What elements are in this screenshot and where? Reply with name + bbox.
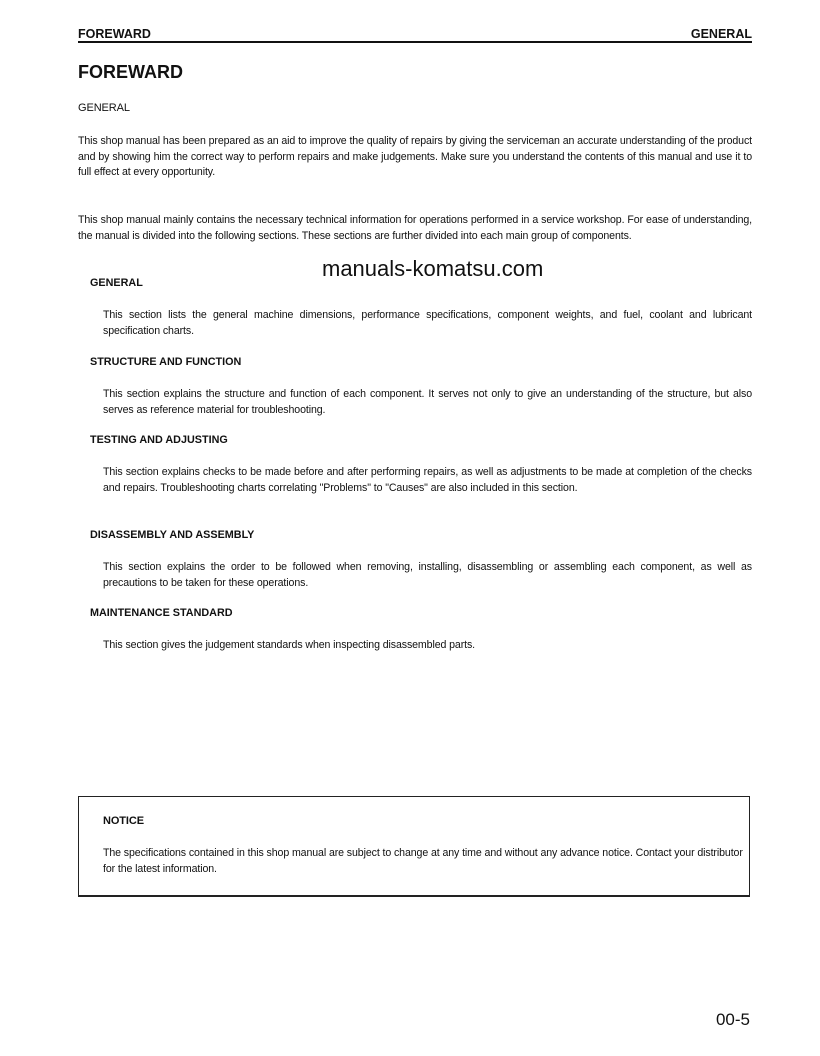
page-number: 00-5: [715, 1010, 750, 1029]
page-title: FOREWARD: [78, 62, 183, 82]
page-subtitle: GENERAL: [78, 102, 130, 114]
intro-paragraph-2: This shop manual mainly contains the necessary technical information for operations performed in a service workshop. For ease of understanding, the manual is divided into the following sections. These sections are further divided into each main group of components.: [78, 214, 752, 242]
section-heading-general: GENERAL: [90, 277, 143, 289]
notice-text: The specifications contained in this shop manual are subject to change at any time and without any advance notice. Contact your distributor for the latest information.: [103, 847, 743, 875]
notice-box: [78, 796, 750, 897]
section-text-maintenance: This section gives the judgement standards when inspecting disassembled parts.: [103, 639, 476, 651]
section-text-disassembly: This section explains the order to be followed when removing, installing, disassembling or assembling each component, as well as precautions to be taken for these operations.: [103, 561, 752, 589]
watermark: manuals-komatsu.com: [322, 256, 544, 281]
intro-paragraph-1: This shop manual has been prepared as an aid to improve the quality of repairs by giving the serviceman an accurate understanding of the product and by showing him the correct way to perform repairs and make judgements. Make sure you understand the contents of this manual and use it to full effect at every opportunity.: [78, 135, 752, 179]
section-heading-disassembly: DISASSEMBLY AND ASSEMBLY: [90, 529, 255, 541]
section-text-general: This section lists the general machine dimensions, performance specifications, component weights, and fuel, coolant and lubricant specification charts.: [103, 309, 752, 337]
header-section-left: FOREWARD: [78, 27, 151, 41]
section-text-testing: This section explains checks to be made before and after performing repairs, as well as adjustments to be made at completion of the checks and repairs. Troubleshooting charts correlating "Problems" to "Causes" are also included in this section.: [103, 466, 752, 494]
section-heading-structure: STRUCTURE AND FUNCTION: [90, 356, 242, 368]
header-rule: [78, 41, 752, 43]
notice-heading: NOTICE: [103, 815, 144, 827]
section-text-structure: This section explains the structure and function of each component. It serves not only to give an understanding of the structure, but also serves as reference material for troubleshooting.: [103, 388, 752, 416]
header-section-right: GENERAL: [690, 27, 752, 41]
section-heading-testing: TESTING AND ADJUSTING: [90, 434, 228, 446]
section-heading-maintenance: MAINTENANCE STANDARD: [90, 607, 233, 619]
